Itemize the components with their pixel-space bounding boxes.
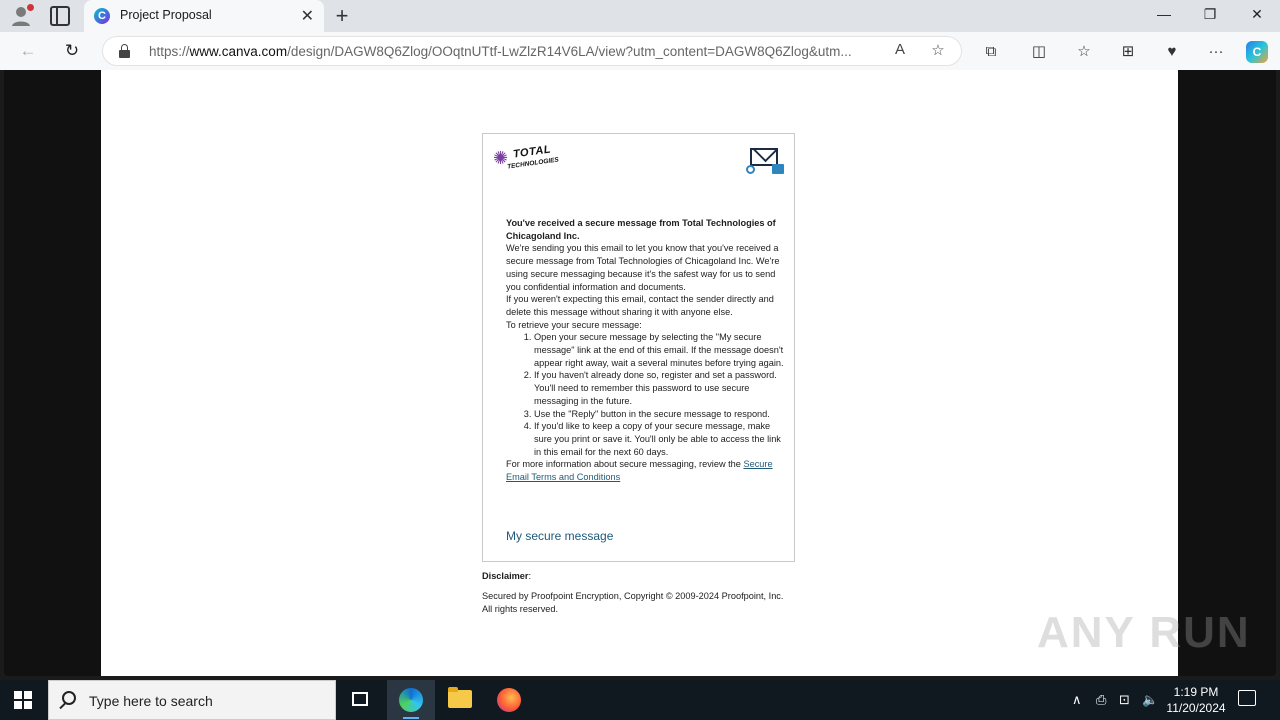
address-bar[interactable] <box>102 36 962 66</box>
tray-volume-icon[interactable]: 🔈 <box>1142 692 1159 707</box>
tab-active[interactable] <box>84 0 324 32</box>
disclaimer-label: Disclaimer: <box>482 571 532 581</box>
split-screen-icon[interactable]: ◫ <box>1031 43 1047 60</box>
list-item: 3. Use the "Reply" button in the secure message to respond. <box>534 408 786 421</box>
list-item: 1. Open your secure message by selecting the "My secure message" link at the end of this email. If the message doesn't appear right away, wait a several minutes before trying again. <box>534 331 786 369</box>
reload-button[interactable]: ↻ <box>64 41 80 60</box>
instructions-list <box>506 331 786 458</box>
message-paragraph-2: If you weren't expecting this email, contact the sender directly and delete this message without sharing it with anyone else. <box>506 294 774 317</box>
logo-text-technologies: TECHNOLOGIES <box>506 156 560 171</box>
profile-avatar-icon[interactable] <box>10 5 32 27</box>
windows-taskbar <box>0 680 1280 720</box>
logo-star-icon: ✺ <box>493 148 509 168</box>
tab-close-icon[interactable]: ✕ <box>300 8 314 25</box>
canva-design-page <box>101 70 1178 676</box>
new-tab-button[interactable]: + <box>335 3 349 28</box>
settings-more-icon[interactable]: ··· <box>1208 43 1224 60</box>
taskbar-search-box[interactable] <box>48 680 336 720</box>
copilot-icon[interactable]: C <box>1246 41 1268 63</box>
notification-dot <box>27 4 34 11</box>
secure-envelope-icon <box>746 148 784 174</box>
disclaimer-text: Secured by Proofpoint Encryption, Copyright © 2009-2024 Proofpoint, Inc. All rights reserved. <box>482 591 784 614</box>
message-heading: You've received a secure message from Total Technologies of Chicagoland Inc. <box>506 218 776 241</box>
clock-date: 11/20/2024 <box>1166 701 1226 715</box>
my-secure-message-link[interactable]: My secure message <box>506 529 614 543</box>
message-body <box>506 217 786 484</box>
taskbar-edge-button[interactable] <box>387 680 435 720</box>
list-item: 4. If you'd like to keep a copy of your secure message, make sure you print or save it. You'll only be able to access the link in this email for the next 60 days. <box>534 420 786 458</box>
message-paragraph-3: To retrieve your secure message: <box>506 319 642 330</box>
total-technologies-logo <box>493 144 563 176</box>
tray-overflow-chevron-icon[interactable]: ∧ <box>1072 692 1082 707</box>
browser-essentials-icon[interactable]: ♥ <box>1167 43 1177 60</box>
favorite-star-icon[interactable]: ☆ <box>931 42 945 59</box>
canva-favicon-icon: C <box>94 8 110 24</box>
search-placeholder: Type here to search <box>89 693 213 709</box>
read-aloud-icon[interactable]: A <box>894 41 905 58</box>
secure-email-card <box>482 133 795 562</box>
terms-link[interactable]: Secure Email Terms and Conditions <box>506 459 773 483</box>
tray-device-icon[interactable]: ⎙ <box>1096 692 1107 707</box>
anyrun-watermark: ANY RUN <box>1037 608 1251 657</box>
task-view-button[interactable] <box>336 680 384 720</box>
tab-strip <box>0 0 1280 32</box>
window-close-button[interactable]: ✕ <box>1251 6 1263 22</box>
url-text[interactable]: https://www.canva.com/design/DAGW8Q6Zlog/OOqtnUTtf-LwZlzR14V6LA/view?utm_content=DAGW8Q6Zlog&utm... <box>149 44 852 59</box>
message-paragraph-1: We're sending you this email to let you know that you've received a secure message from Total Technologies of Chicagoland Inc. We're using secure messaging because it's the safest way for us to send you confidential information and documents. <box>506 243 780 292</box>
taskbar-firefox-button[interactable] <box>485 680 533 720</box>
more-info-text: For more information about secure messaging, review the Secure Email Terms and Conditions <box>506 459 773 483</box>
list-item: 2. If you haven't already done so, register and set a password. You'll need to remember this password to use secure messaging in the future. <box>534 369 786 407</box>
collections-icon[interactable]: ⊞ <box>1121 43 1135 60</box>
search-icon <box>62 691 76 705</box>
tab-actions-icon[interactable] <box>50 6 70 26</box>
tray-network-icon[interactable]: ⊡ <box>1119 692 1130 707</box>
clock-time: 1:19 PM <box>1173 685 1219 699</box>
task-view-icon <box>352 692 368 706</box>
favorites-icon[interactable]: ☆ <box>1077 43 1091 60</box>
edge-icon <box>399 688 423 712</box>
windows-start-icon[interactable] <box>14 691 32 709</box>
back-button[interactable]: ← <box>19 41 37 60</box>
folder-icon <box>448 690 472 708</box>
extensions-icon[interactable]: ⧉ <box>985 43 997 60</box>
lock-icon[interactable] <box>119 44 130 58</box>
browser-toolbar <box>0 32 1280 70</box>
restore-button[interactable]: ❐ <box>1203 6 1217 22</box>
tab-title: Project Proposal <box>120 8 212 22</box>
minimize-button[interactable]: — <box>1157 6 1171 22</box>
notification-center-icon[interactable] <box>1238 690 1256 706</box>
taskbar-file-explorer-button[interactable] <box>436 680 484 720</box>
taskbar-clock[interactable] <box>1160 684 1232 716</box>
logo-text-total: TOTAL <box>512 143 552 161</box>
firefox-icon <box>497 688 521 712</box>
